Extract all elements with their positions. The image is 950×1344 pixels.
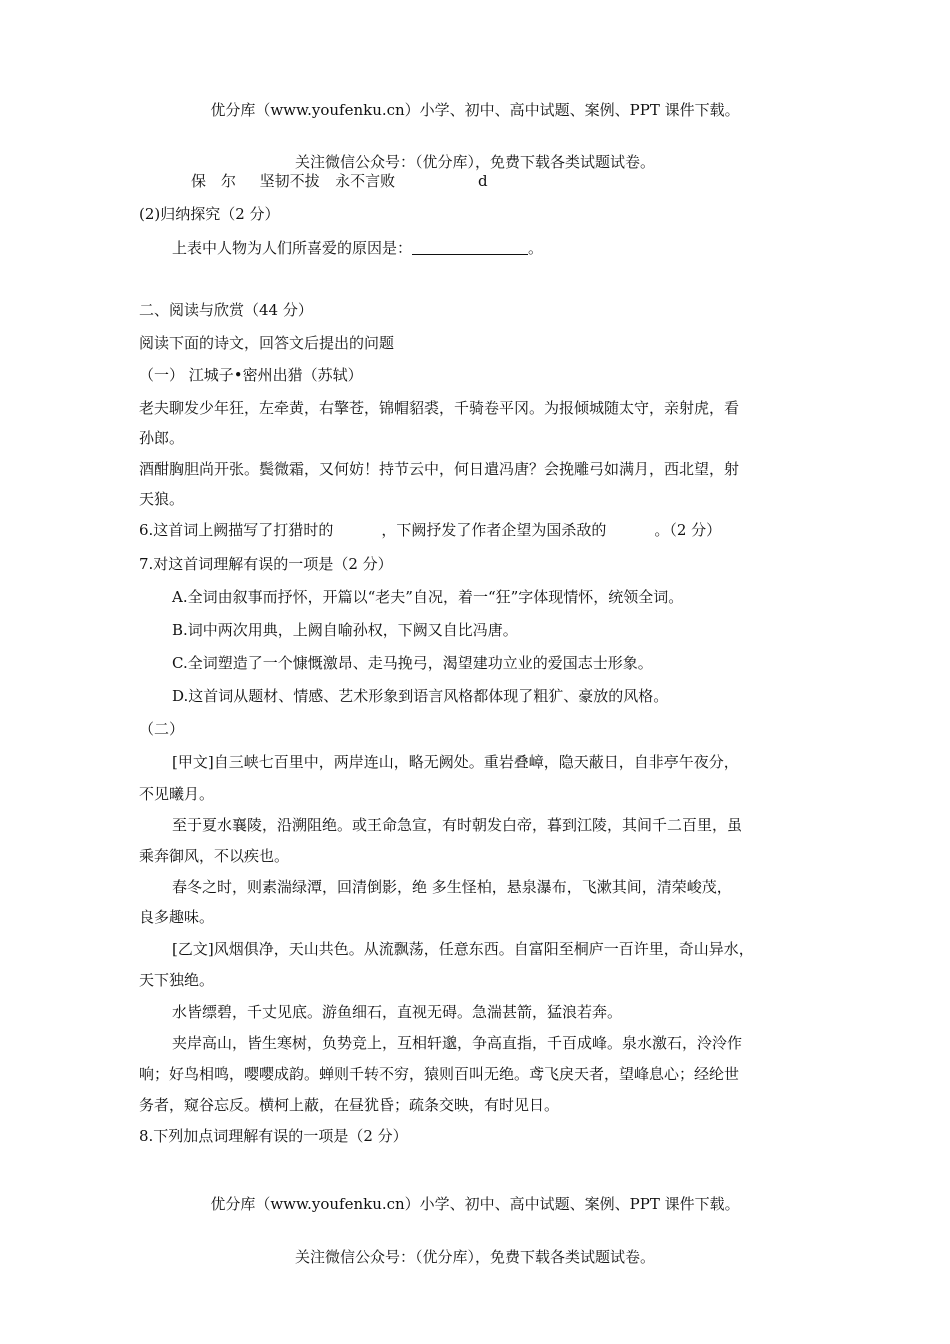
- q2-answer-blank[interactable]: [412, 240, 528, 255]
- section2-instruction: 阅读下面的诗文，回答文后提出的问题: [139, 334, 395, 352]
- poem-line: 老夫聊发少年狂，左牵黄，右擎苍，锦帽貂裘，千骑卷平冈。为报倾城随太守，亲射虎，看: [139, 399, 740, 417]
- passage-line: [乙文]风烟俱净，天山共色。从流飘荡，任意东西。自富阳至桐庐一百许里，奇山异水，: [172, 940, 754, 958]
- passage-line: [甲文]自三峡七百里中，两岸连山，略无阙处。重岩叠嶂，隐天蔽日，自非亭午夜分，: [172, 753, 739, 771]
- q2-prompt-line: [172, 238, 543, 258]
- poem-line: 天狼。: [139, 490, 185, 508]
- passage-line: 乘奔御风，不以疾也。: [139, 847, 290, 865]
- poem-heading: （一） 江城子•密州出猎（苏轼）: [139, 366, 363, 384]
- header-line-2: 关注微信公众号：（优分库），免费下载各类试题试卷。: [294, 153, 655, 171]
- q8-title: 8.下列加点词理解有误的一项是（2 分）: [139, 1127, 408, 1145]
- q7-title: 7.对这首词理解有误的一项是（2 分）: [139, 555, 393, 573]
- header-line-1: 优分库（www.youfenku.cn）小学、初中、高中试题、案例、PPT 课件下载。: [210, 101, 740, 119]
- q6-part3: 。（2 分）: [654, 521, 722, 539]
- passage-line: 至于夏水襄陵，沿溯阻绝。或王命急宣，有时朝发白帝，暮到江陵，其间千二百里，虽: [172, 816, 743, 834]
- q7-option-c: C.全词塑造了一个慷慨激昂、走马挽弓，渴望建功立业的爱国志士形象。: [172, 654, 653, 672]
- q2-title: (2)归纳探究（2 分）: [139, 205, 280, 223]
- q6-line: [139, 520, 721, 540]
- section2-title: 二、阅读与欣赏（44 分）: [139, 301, 313, 319]
- q2-prompt: 上表中人物为人们所喜爱的原因是：: [172, 239, 413, 257]
- poem-line: 孙郎。: [139, 429, 185, 447]
- table-row: [191, 171, 395, 191]
- poem-line: 酒酣胸胆尚开张。鬓微霜，又何妨！持节云中，何日遣冯唐？会挽雕弓如满月，西北望，射: [139, 460, 740, 478]
- table-cell-mark: d: [478, 172, 488, 190]
- passage-line: 良多趣味。: [139, 908, 215, 926]
- q2-end: 。: [528, 239, 544, 257]
- q7-option-d: D.这首词从题材、情感、艺术形象到语言风格都体现了粗犷、豪放的风格。: [172, 687, 669, 705]
- passage-line: 天下独绝。: [139, 971, 215, 989]
- passage-line: 水皆缥碧，千丈见底。游鱼细石，直视无碍。急湍甚箭，猛浪若奔。: [172, 1003, 623, 1021]
- passage-line: 春冬之时，则素湍绿潭，回清倒影，绝 多生怪柏，悬泉瀑布，飞漱其间，清荣峻茂，: [172, 878, 732, 896]
- passage-line: 不见曦月。: [139, 785, 215, 803]
- footer-line-2: 关注微信公众号：（优分库），免费下载各类试题试卷。: [294, 1248, 655, 1266]
- table-cell-name: 保 尔: [191, 172, 237, 190]
- footer-line-1: 优分库（www.youfenku.cn）小学、初中、高中试题、案例、PPT 课件下载。: [210, 1195, 740, 1213]
- table-cell-quality: 坚韧不拔: [259, 172, 320, 190]
- passage-line: 务者，窥谷忘反。横柯上蔽，在昼犹昏；疏条交映，有时见日。: [139, 1096, 560, 1114]
- passage-line: 响；好鸟相鸣，嘤嘤成韵。蝉则千转不穷，猿则百叫无绝。鸢飞戾天者，望峰息心；经纶世: [139, 1065, 740, 1083]
- q7-option-b: B.词中两次用典，上阙自喻孙权，下阙又自比冯唐。: [172, 621, 518, 639]
- passage-line: 夹岸高山，皆生寒树，负势竞上，互相轩邈，争高直指，千百成峰。泉水激石，泠泠作: [172, 1034, 743, 1052]
- q6-part2: ，下阙抒发了作者企望为国杀敌的: [381, 521, 607, 539]
- q7-option-a: A.全词由叙事而抒怀，开篇以“老夫”自况，着一“狂”字体现情怀，统领全词。: [172, 588, 684, 606]
- table-cell-idiom: 永不言败: [335, 172, 396, 190]
- passage2-heading: （二）: [139, 720, 185, 738]
- q6-part1: 6.这首词上阙描写了打猎时的: [139, 521, 334, 539]
